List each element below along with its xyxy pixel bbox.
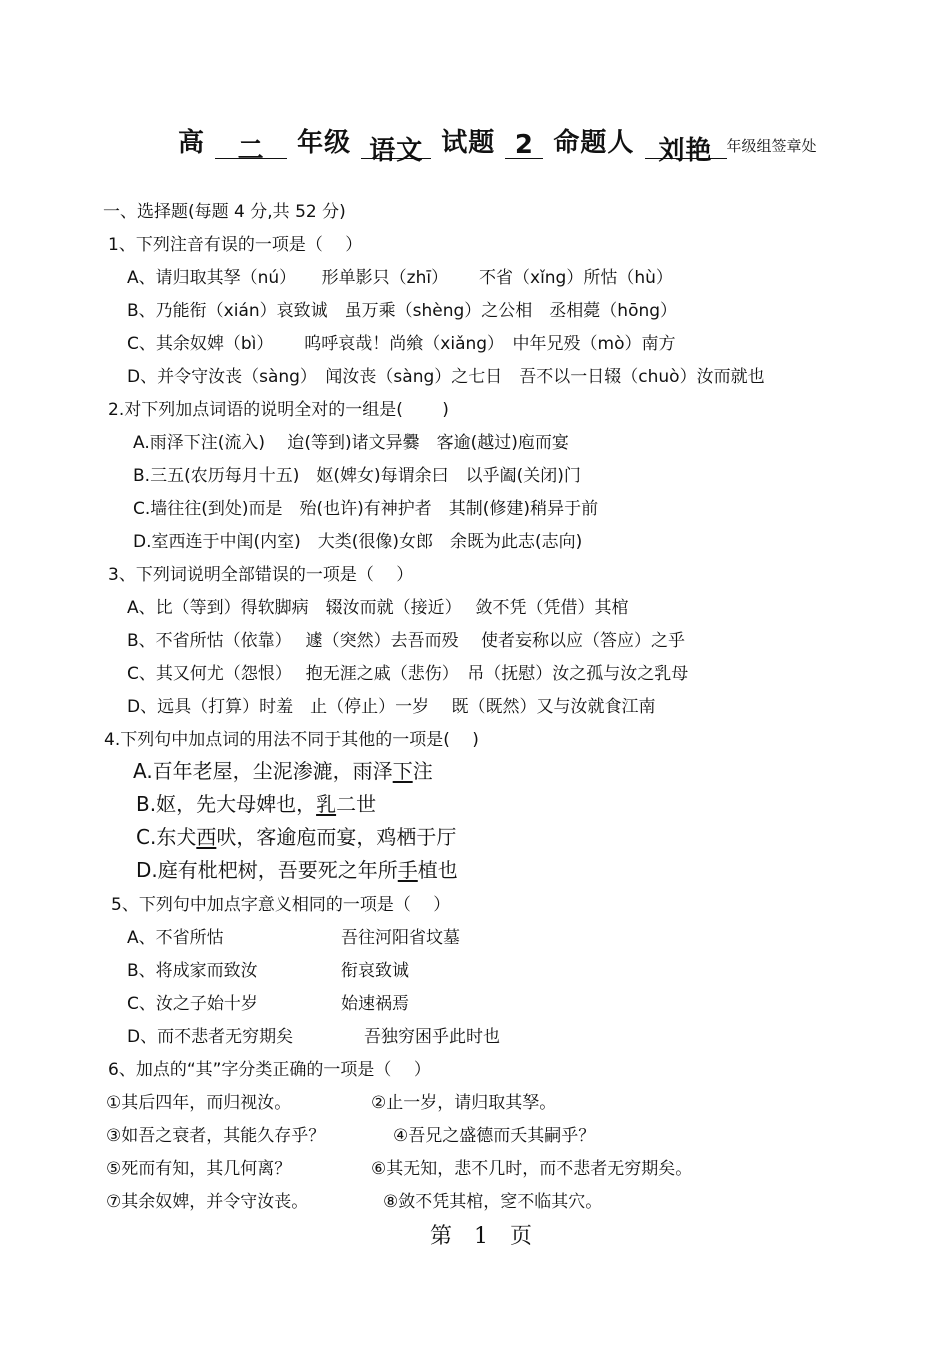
number-value: 2 xyxy=(514,130,534,160)
author-value: 刘艳 xyxy=(658,136,713,166)
q5-option-d-left: D、而不悲者无穷期矣 xyxy=(127,1027,294,1047)
q6-item-2: ②止一岁，请归取其孥。 xyxy=(371,1093,557,1113)
title-mingtiren: 命题人 xyxy=(553,128,635,158)
q5-stem: 5、下列句中加点字意义相同的一项是（ ） xyxy=(111,895,451,915)
subject-value: 语文 xyxy=(369,136,424,166)
q6-item-7: ⑦其余奴婢，并令守汝丧。 xyxy=(106,1192,309,1212)
q4-stem: 4.下列句中加点词的用法不同于其他的一项是( ) xyxy=(104,730,479,750)
q4-option-c xyxy=(136,825,456,849)
q4-option-a-mark: 下 xyxy=(392,759,413,783)
q2-option-b: B.三五(农历每月十五) 妪(婢女)每谓余曰 以乎阖(关闭)门 xyxy=(133,466,581,486)
subject-blank xyxy=(361,130,431,166)
q4-option-c-mark: 西 xyxy=(196,825,217,849)
q5-option-b-right: 衔哀致诚 xyxy=(341,961,409,981)
q2-option-c: C.墙往往(到处)而是 殆(也许)有神护者 其制(修建)稍异于前 xyxy=(133,499,599,519)
q1-option-a: A、请归取其孥（nú） 形单影只（zhī） 不省（xǐng）所怙（hù） xyxy=(127,268,673,288)
q4-option-d xyxy=(136,858,458,882)
q4-option-d-pre: D.庭有枇杷树，吾要死之年所 xyxy=(136,858,398,882)
q6-item-5: ⑤死而有知，其几何离？ xyxy=(106,1159,292,1179)
q6-item-3: ③如吾之衰者，其能久存乎？ xyxy=(106,1126,326,1146)
q6-item-4: ④吾兄之盛德而夭其嗣乎？ xyxy=(393,1126,596,1146)
q5-option-a-right: 吾往河阳省坟墓 xyxy=(341,928,460,948)
exam-title xyxy=(178,122,817,166)
q5-option-d-right: 吾独穷困乎此时也 xyxy=(364,1027,500,1047)
q4-option-d-post: 植也 xyxy=(417,858,458,882)
q1-option-b: B、乃能衔（xián）哀致诚 虽万乘（shèng）之公相 丞相薨（hōng） xyxy=(127,301,678,321)
q4-option-c-pre: C.东犬 xyxy=(136,825,197,849)
q1-option-c: C、其余奴婢（bì） 呜呼哀哉！尚飨（xiǎng） 中年兄殁（mò）南方 xyxy=(127,334,676,354)
q2-option-a: A.雨泽下注(流入) 迨(等到)诸文异爨 客逾(越过)庖而宴 xyxy=(133,433,569,453)
page-number: 第 1 页 xyxy=(430,1224,532,1249)
q4-option-c-post: 吠，客逾庖而宴，鸡栖于厅 xyxy=(216,825,457,849)
q1-stem: 1、下列注音有误的一项是（ ） xyxy=(108,235,363,255)
q5-option-c-left: C、汝之子始十岁 xyxy=(127,994,258,1014)
title-gao: 高 xyxy=(178,128,206,158)
number-blank xyxy=(505,130,543,159)
q4-option-a-post: 注 xyxy=(412,759,433,783)
q6-stem: 6、加点的“其”字分类正确的一项是（ ） xyxy=(108,1060,431,1080)
section-title: 一、选择题(每题 4 分,共 52 分) xyxy=(103,202,346,222)
title-nianji: 年级 xyxy=(297,128,352,158)
sign-note: 年级组签章处 xyxy=(726,137,817,155)
grade-blank xyxy=(215,130,287,166)
q4-option-b-post: 二世 xyxy=(336,792,377,816)
q5-option-a-left: A、不省所怙 xyxy=(127,928,224,948)
q4-option-b xyxy=(136,792,376,816)
q6-item-1: ①其后四年，而归视汝。 xyxy=(106,1093,292,1113)
q4-option-b-pre: B.妪，先大母婢也， xyxy=(136,792,317,816)
q6-item-8: ⑧敛不凭其棺，窆不临其穴。 xyxy=(383,1192,603,1212)
q5-option-c-right: 始速祸焉 xyxy=(341,994,409,1014)
q3-option-c: C、其又何尤（怨恨） 抱无涯之戚（悲伤） 吊（抚慰）汝之孤与汝之乳母 xyxy=(127,664,689,684)
q1-option-d: D、并令守汝丧（sàng） 闻汝丧（sàng）之七日 吾不以一日辍（chuò）汝而就也 xyxy=(127,367,765,387)
title-shiti: 试题 xyxy=(441,128,496,158)
q4-option-a xyxy=(133,759,433,783)
q4-option-d-mark: 手 xyxy=(397,858,418,882)
q2-stem: 2.对下列加点词语的说明全对的一组是( ) xyxy=(108,400,449,420)
q2-option-d: D.室西连于中闺(内室) 大类(很像)女郎 余既为此志(志向) xyxy=(133,532,583,552)
q4-option-a-pre: A.百年老屋，尘泥渗漉，雨泽 xyxy=(133,759,393,783)
grade-value: 二 xyxy=(237,136,265,166)
q6-item-6: ⑥其无知，悲不几时，而不悲者无穷期矣。 xyxy=(371,1159,693,1179)
q3-option-a: A、比（等到）得软脚病 辍汝而就（接近） 敛不凭（凭借）其棺 xyxy=(127,598,629,618)
q3-option-d: D、远具（打算）时羞 止（停止）一岁 既（既然）又与汝就食江南 xyxy=(127,697,656,717)
q3-stem: 3、下列词说明全部错误的一项是（ ） xyxy=(108,565,414,585)
author-blank xyxy=(645,130,727,166)
q4-option-b-mark: 乳 xyxy=(316,792,337,816)
q3-option-b: B、不省所怙（依靠） 遽（突然）去吾而殁 使者妄称以应（答应）之乎 xyxy=(127,631,685,651)
q5-option-b-left: B、将成家而致汝 xyxy=(127,961,258,981)
